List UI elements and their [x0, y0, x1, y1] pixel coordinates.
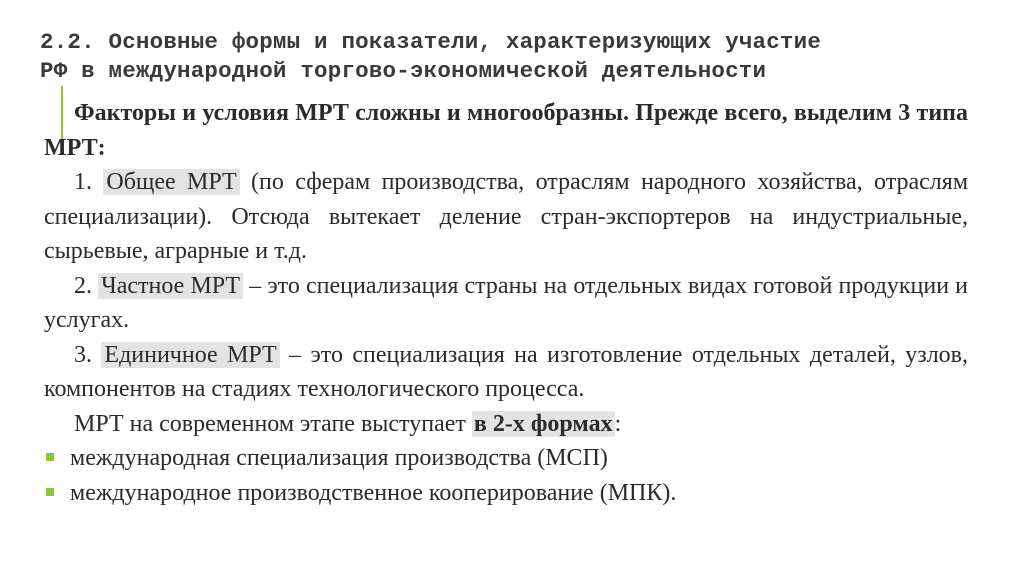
item-2 [44, 269, 968, 338]
title-line-2: РФ в международной торгово-экономической деятельности [40, 58, 767, 84]
item-1 [44, 165, 968, 269]
forms-bold: в 2-х формах [473, 410, 613, 437]
item-3 [44, 338, 968, 407]
intro-paragraph: Факторы и условия МРТ сложны и многообразны. Прежде всего, выделим 3 типа МРТ: [44, 100, 968, 161]
slide-content [44, 96, 968, 510]
forms-prefix: МРТ на современном этапе выступает [74, 410, 472, 437]
forms-paragraph [44, 407, 968, 442]
list-item [44, 441, 968, 476]
square-bullet-icon [46, 453, 54, 461]
list-item [44, 476, 968, 511]
item-2-number: 2. [74, 272, 92, 299]
list-item-text: международное производственное кооперирование (МПК). [70, 479, 677, 506]
item-1-text: (по сферам производства, отраслям народного хозяйства, отраслям специализации). Отсюда вытекает деление стран-экспортеров на индустриальные, сырьевые, аграрные и т.д. [44, 169, 968, 264]
item-2-term: Частное МРТ [98, 273, 243, 299]
slide-title [40, 28, 1000, 86]
item-2-text: – это специализация страны на отдельных видах готовой продукции и услугах. [44, 272, 969, 333]
list-item-text: международная специализация производства (МСП) [70, 445, 608, 471]
item-3-term: Единичное МРТ [101, 342, 279, 368]
square-bullet-icon [46, 488, 54, 496]
item-3-text: – это специализация на изготовление отдельных деталей, узлов, компонентов на стадиях технологического процесса. [44, 341, 969, 402]
title-line-1: 2.2. Основные формы и показатели, характеризующих участие [40, 29, 822, 55]
item-1-number: 1. [74, 169, 92, 195]
item-3-number: 3. [74, 341, 92, 368]
forms-suffix: : [614, 410, 622, 437]
forms-list [44, 441, 968, 510]
item-1-term: Общее МРТ [103, 169, 239, 195]
